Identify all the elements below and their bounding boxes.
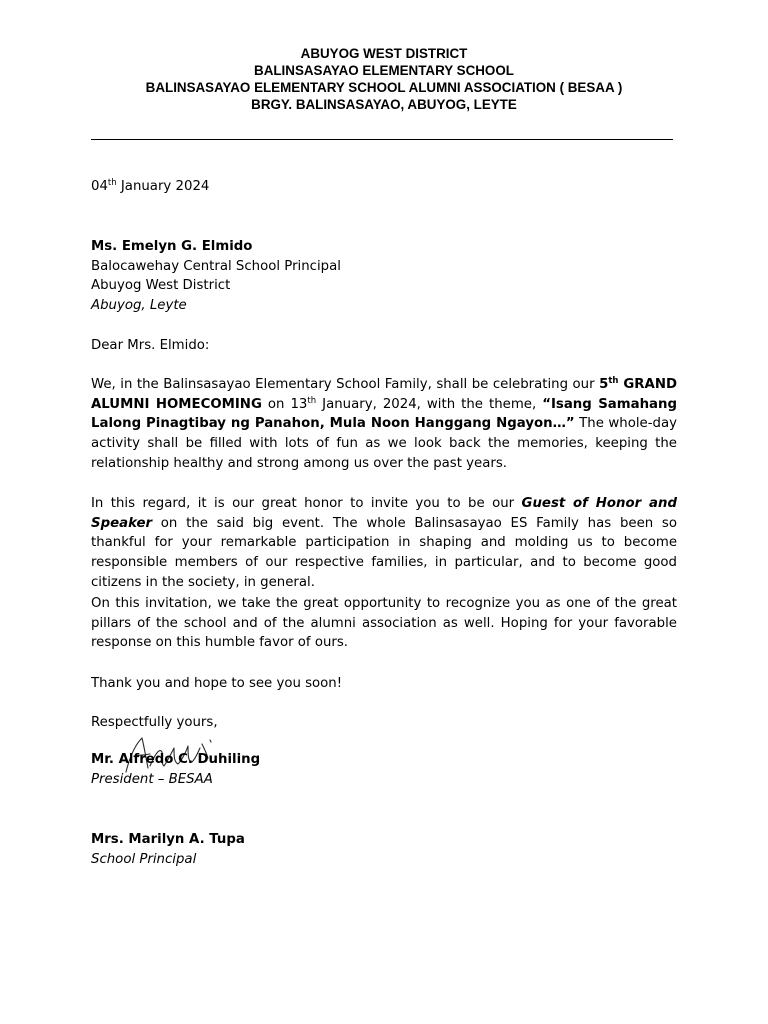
letterhead-association: BALINSASAYAO ELEMENTARY SCHOOL ALUMNI ASSOCIATION ( BESAA ) <box>145 80 623 95</box>
signatory-1 <box>91 750 260 789</box>
header-divider <box>91 139 673 140</box>
body-paragraph-1: We, in the Balinsasayao Elementary School Family, shall be celebrating our 5th GRAND ALUMNI HOMECOMING on 13th January, 2024, with the theme, “Isang Samahang Lalong Pinagtibay ng Panahon, Mula Noon Hanggang Ngayon…” The whole-day activity shall be filled with lots of fun as we look back the memories, keeping the relationship healthy and strong among us over the past years. <box>91 376 678 471</box>
closing-regards: Respectfully yours, <box>91 715 218 730</box>
recipient-position: Balocawehay Central School Principal <box>91 258 341 274</box>
signatory-2 <box>91 830 245 869</box>
signatory-2-title: School Principal <box>91 851 197 867</box>
body-paragraph-2: In this regard, it is our great honor to invite you to be our Guest of Honor and Speaker on the said big event. The whole Balinsasayao ES Family has been so thankful for your remarkable participation in shaping and molding us to become responsible members of our respective families, in particular, and to become good citizens in the society, in general. <box>91 496 677 590</box>
letterhead <box>60 45 708 113</box>
signatory-1-title: President – BESAA <box>91 771 213 787</box>
body-paragraph-3: On this invitation, we take the great opportunity to recognize you as one of the great pillars of the school and of the alumni association as well. Hoping for your favorable response on this humble favor of ours. <box>91 596 677 651</box>
closing-thanks: Thank you and hope to see you soon! <box>91 676 343 691</box>
recipient-district: Abuyog West District <box>91 278 231 294</box>
signatory-2-name: Mrs. Marilyn A. Tupa <box>91 832 245 847</box>
letterhead-school: BALINSASAYAO ELEMENTARY SCHOOL <box>254 63 514 78</box>
recipient-place: Abuyog, Leyte <box>91 298 187 314</box>
recipient-name: Ms. Emelyn G. Elmido <box>91 239 253 254</box>
letterhead-address: BRGY. BALINSASAYAO, ABUYOG, LEYTE <box>251 97 517 112</box>
recipient-block <box>91 237 341 316</box>
letter-date: 04th January 2024 <box>91 178 210 194</box>
letterhead-district: ABUYOG WEST DISTRICT <box>300 46 468 61</box>
salutation: Dear Mrs. Elmido: <box>91 338 210 353</box>
signatory-1-name: Mr. Alfredo C. Duhiling <box>91 752 261 767</box>
